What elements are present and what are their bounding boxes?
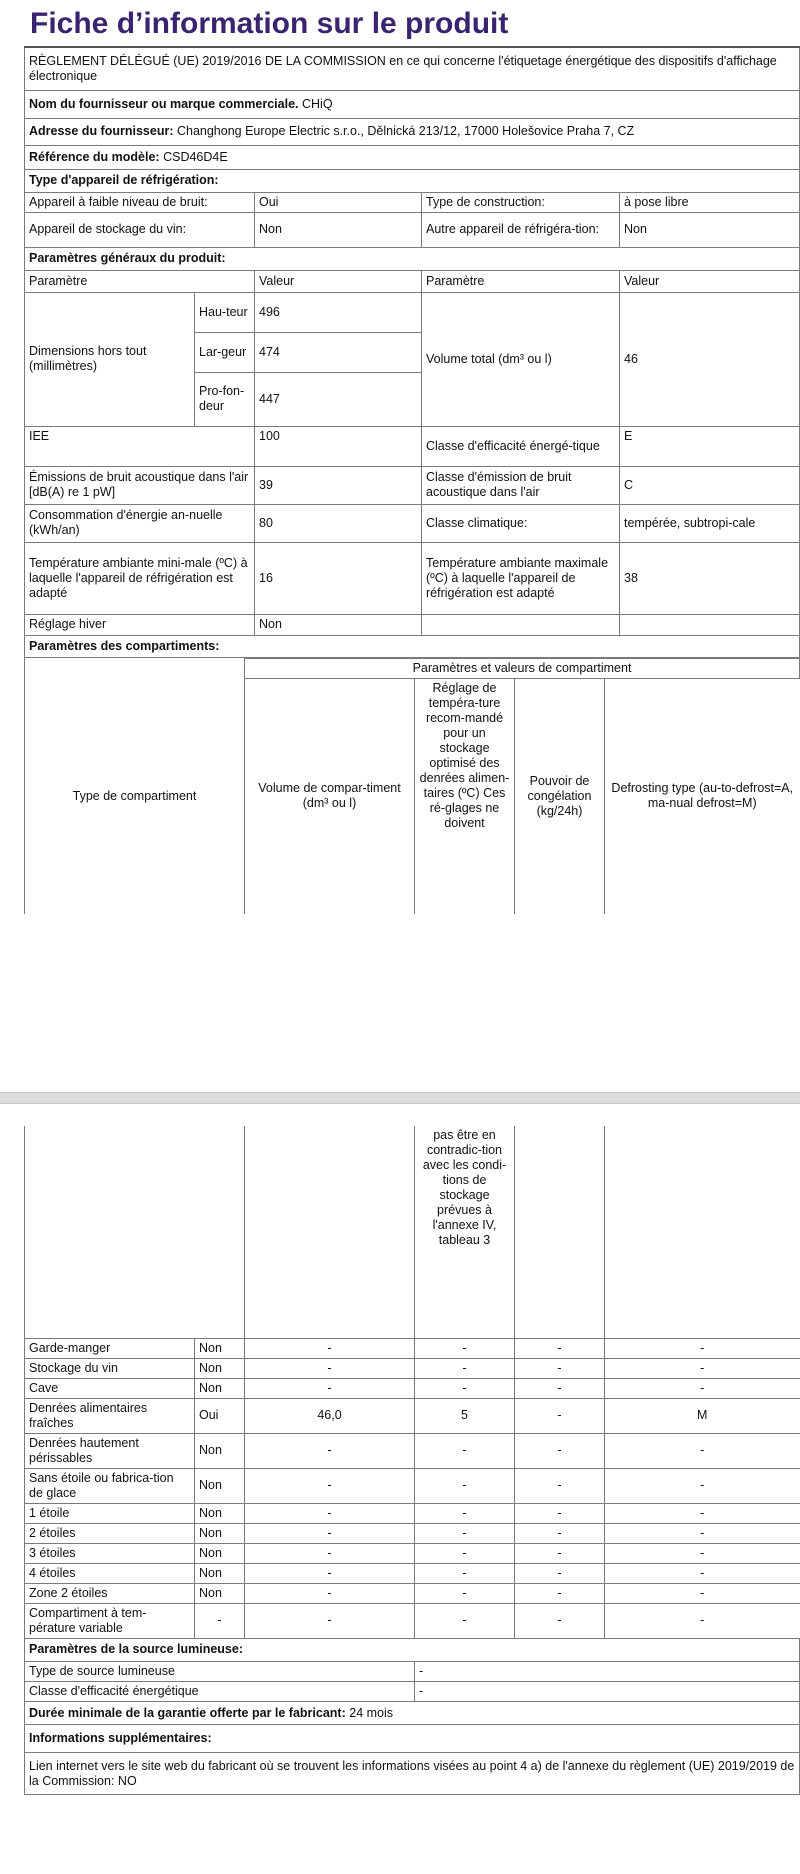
- compartment-defrost: -: [605, 1503, 800, 1523]
- compartment-defrost: M: [605, 1398, 800, 1433]
- compartment-present: -: [195, 1603, 245, 1638]
- header-param-2: Paramètre: [422, 270, 620, 292]
- compartment-name: Cave: [25, 1378, 195, 1398]
- compartment-temp: -: [415, 1433, 515, 1468]
- supplier-name-label: Nom du fournisseur ou marque commerciale.: [29, 96, 299, 111]
- compartment-name: Sans étoile ou fabrica-tion de glace: [25, 1468, 195, 1503]
- compartment-present: Non: [195, 1543, 245, 1563]
- param-label-2: Classe d'efficacité énergé-tique: [422, 426, 620, 466]
- height-value: 496: [255, 292, 422, 332]
- compartment-freeze: -: [515, 1358, 605, 1378]
- param-label: Consommation d'énergie an-nuelle (kWh/an): [25, 504, 255, 542]
- compartment-volume: -: [245, 1468, 415, 1503]
- compartment-row: [25, 1563, 800, 1583]
- compartment-temp: -: [415, 1358, 515, 1378]
- width-label: Lar-geur: [195, 332, 255, 372]
- extra-info-value: NO: [117, 1773, 137, 1788]
- param-label-2: Température ambiante maximale (ºC) à laquelle l'appareil de réfrigération est adapté: [422, 542, 620, 614]
- supplier-address-label: Adresse du fournisseur:: [29, 124, 174, 138]
- compartment-name: Denrées alimentaires fraîches: [25, 1398, 195, 1433]
- compartment-freeze: -: [515, 1583, 605, 1603]
- supplier-address-row: [25, 118, 800, 145]
- param-label: IEE: [25, 426, 255, 466]
- param-value: 16: [255, 542, 422, 614]
- general-header-row: [25, 270, 800, 292]
- general-row: [25, 466, 800, 504]
- compartment-defrost: -: [605, 1378, 800, 1398]
- other-appliance-label: Autre appareil de réfrigéra-tion:: [422, 212, 620, 247]
- param-label-2: [422, 614, 620, 635]
- compartment-present: Non: [195, 1503, 245, 1523]
- compartment-header-table: [24, 658, 800, 915]
- general-row: [25, 614, 800, 635]
- extra-info-title: Informations supplémentaires:: [25, 1725, 800, 1753]
- compartment-temp: 5: [415, 1398, 515, 1433]
- model-ref-label: Référence du modèle:: [29, 149, 160, 164]
- compartment-freeze: -: [515, 1603, 605, 1638]
- param-value: 100: [255, 426, 422, 466]
- model-ref-row: [25, 145, 800, 169]
- construction-label: Type de construction:: [422, 192, 620, 212]
- compartment-volume: -: [245, 1543, 415, 1563]
- compartment-temp: -: [415, 1503, 515, 1523]
- compartment-row: [25, 1543, 800, 1563]
- light-type-label: Type de source lumineuse: [25, 1662, 415, 1682]
- supplier-address: Changhong Europe Electric s.r.o., Dělnická 213/12, 17000 Holešovice Praha 7, CZ: [176, 124, 635, 138]
- compartment-temp: -: [415, 1468, 515, 1503]
- supplier-name-row: [25, 90, 800, 118]
- compartment-temp: -: [415, 1338, 515, 1358]
- general-row: [25, 426, 800, 466]
- compartment-row: [25, 1338, 800, 1358]
- compartments-title: Paramètres des compartiments:: [25, 635, 800, 657]
- compartment-name: Zone 2 étoiles: [25, 1583, 195, 1603]
- compartment-name: 1 étoile: [25, 1503, 195, 1523]
- compartment-name: Garde-manger: [25, 1338, 195, 1358]
- compartment-defrost: -: [605, 1358, 800, 1378]
- width-value: 474: [255, 332, 422, 372]
- compartment-temp: -: [415, 1583, 515, 1603]
- compartment-freeze: -: [515, 1503, 605, 1523]
- param-value: 39: [255, 466, 422, 504]
- compartment-defrost: -: [605, 1433, 800, 1468]
- compartment-name: Stockage du vin: [25, 1358, 195, 1378]
- height-label: Hau-teur: [195, 292, 255, 332]
- param-value-2: 38: [620, 542, 800, 614]
- compartment-row: [25, 1503, 800, 1523]
- footer-info-table: [24, 1639, 800, 1796]
- wine-storage-label: Appareil de stockage du vin:: [25, 212, 255, 247]
- compartment-volume: 46,0: [245, 1398, 415, 1433]
- compartment-name: 2 étoiles: [25, 1523, 195, 1543]
- compartment-row: [25, 1433, 800, 1468]
- warranty-label: Durée minimale de la garantie offerte par le fabricant:: [29, 1705, 346, 1720]
- param-label: Réglage hiver: [25, 614, 255, 635]
- depth-label: Pro-fon-deur: [195, 372, 255, 426]
- compartment-freeze: -: [515, 1543, 605, 1563]
- volume-value: 46: [620, 292, 800, 426]
- model-ref: CSD46D4E: [163, 149, 228, 164]
- compartment-defrost: -: [605, 1603, 800, 1638]
- compartment-freeze: -: [515, 1398, 605, 1433]
- general-row: [25, 542, 800, 614]
- compartment-volume: -: [245, 1433, 415, 1468]
- compartment-type-header: Type de compartiment: [25, 678, 245, 914]
- low-noise-value: Oui: [255, 192, 422, 212]
- compartment-temp: -: [415, 1603, 515, 1638]
- compartment-table: [24, 1126, 800, 1639]
- compartment-defrost: -: [605, 1523, 800, 1543]
- compartment-freeze: -: [515, 1523, 605, 1543]
- light-class-label: Classe d'efficacité énergétique: [25, 1682, 415, 1702]
- page-2: [0, 1126, 800, 1874]
- compartment-row: [25, 1583, 800, 1603]
- compartment-row: [25, 1358, 800, 1378]
- compartment-name: 4 étoiles: [25, 1563, 195, 1583]
- compartment-name: Denrées hautement périssables: [25, 1433, 195, 1468]
- compartment-defrost: -: [605, 1583, 800, 1603]
- compartment-temp-header: Réglage de tempéra-ture recom-mandé pour un stockage optimisé des denrées alimen-taires (ºC) Ces ré-glages ne doivent: [415, 678, 515, 914]
- compartment-temp-header-cont: pas être en contradic-tion avec les condi-tions de stockage prévues à l'annexe IV, tableau 3: [415, 1126, 515, 1338]
- compartment-defrost-header: Defrosting type (au-to-defrost=A, ma-nual defrost=M): [605, 678, 800, 914]
- param-value-2: C: [620, 466, 800, 504]
- compartment-volume: -: [245, 1603, 415, 1638]
- compartment-present: Non: [195, 1563, 245, 1583]
- param-label-2: Classe d'émission de bruit acoustique dans l'air: [422, 466, 620, 504]
- appliance-type-row: [25, 212, 800, 247]
- construction-value: à pose libre: [620, 192, 800, 212]
- compartment-present: Non: [195, 1378, 245, 1398]
- compartment-temp: -: [415, 1378, 515, 1398]
- general-row: [25, 504, 800, 542]
- compartment-volume: -: [245, 1358, 415, 1378]
- compartment-freeze: -: [515, 1433, 605, 1468]
- compartment-freeze: -: [515, 1468, 605, 1503]
- product-info-table: [24, 46, 800, 658]
- compartment-row: [25, 1378, 800, 1398]
- param-value: 80: [255, 504, 422, 542]
- low-noise-label: Appareil à faible niveau de bruit:: [25, 192, 255, 212]
- compartment-row: [25, 1468, 800, 1503]
- general-params-title: Paramètres généraux du produit:: [25, 247, 800, 270]
- light-type-value: -: [415, 1662, 800, 1682]
- compartment-defrost: -: [605, 1543, 800, 1563]
- compartment-present: Non: [195, 1433, 245, 1468]
- header-value-2: Valeur: [620, 270, 800, 292]
- compartment-rows: [25, 1338, 800, 1638]
- compartment-row: [25, 1603, 800, 1638]
- param-label: Émissions de bruit acoustique dans l'air [dB(A) re 1 pW]: [25, 466, 255, 504]
- extra-info-row: [25, 1753, 800, 1795]
- compartment-present: Non: [195, 1583, 245, 1603]
- depth-value: 447: [255, 372, 422, 426]
- compartment-volume: -: [245, 1523, 415, 1543]
- compartment-freeze: -: [515, 1378, 605, 1398]
- compartment-defrost: -: [605, 1338, 800, 1358]
- regulation-text: RÈGLEMENT DÉLÉGUÉ (UE) 2019/2016 DE LA COMMISSION en ce qui concerne l'étiquetage énergétique des dispositifs d'affichage électronique: [25, 47, 800, 90]
- compartment-volume: -: [245, 1503, 415, 1523]
- compartment-present: Non: [195, 1523, 245, 1543]
- compartment-freeze-header: Pouvoir de congélation (kg/24h): [515, 678, 605, 914]
- light-class-value: -: [415, 1682, 800, 1702]
- compartment-defrost: -: [605, 1563, 800, 1583]
- header-value: Valeur: [255, 270, 422, 292]
- extra-info-text: Lien internet vers le site web du fabricant où se trouvent les informations visées au point 4 a) de l'annexe du règlement (UE) 2019/2019 de la Commission:: [29, 1758, 795, 1788]
- param-value-2: E: [620, 426, 800, 466]
- compartment-present: Non: [195, 1468, 245, 1503]
- compartment-present: Non: [195, 1338, 245, 1358]
- compartment-row: [25, 1523, 800, 1543]
- warranty-row: [25, 1702, 800, 1725]
- compartment-defrost: -: [605, 1468, 800, 1503]
- volume-label: Volume total (dm³ ou l): [422, 292, 620, 426]
- other-appliance-value: Non: [620, 212, 800, 247]
- page-title: Fiche d’information sur le produit: [30, 7, 509, 40]
- compartment-group-header: Paramètres et valeurs de compartiment: [245, 658, 800, 678]
- appliance-type-row: [25, 192, 800, 212]
- compartment-volume: -: [245, 1338, 415, 1358]
- compartment-volume: -: [245, 1563, 415, 1583]
- header-param: Paramètre: [25, 270, 255, 292]
- wine-storage-value: Non: [255, 212, 422, 247]
- compartment-name: 3 étoiles: [25, 1543, 195, 1563]
- page-separator: [0, 1012, 800, 1126]
- compartment-row: [25, 1398, 800, 1433]
- compartment-freeze: -: [515, 1338, 605, 1358]
- compartment-volume-header: Volume de compar-timent (dm³ ou l): [245, 678, 415, 914]
- param-value: Non: [255, 614, 422, 635]
- compartment-volume: -: [245, 1378, 415, 1398]
- appliance-type-title: Type d'appareil de réfrigération:: [25, 169, 800, 192]
- compartment-present: Non: [195, 1358, 245, 1378]
- param-label-2: Classe climatique:: [422, 504, 620, 542]
- param-value-2: [620, 614, 800, 635]
- param-label: Température ambiante mini-male (ºC) à laquelle l'appareil de réfrigération est adapté: [25, 542, 255, 614]
- supplier-name: CHiQ: [302, 96, 333, 111]
- light-title: Paramètres de la source lumineuse:: [25, 1639, 800, 1662]
- warranty-value: 24 mois: [349, 1705, 394, 1720]
- compartment-name: Compartiment à tem-pérature variable: [25, 1603, 195, 1638]
- param-value-2: tempérée, subtropi-cale: [620, 504, 800, 542]
- compartment-freeze: -: [515, 1563, 605, 1583]
- dimensions-label: Dimensions hors tout (millimètres): [25, 292, 195, 426]
- compartment-present: Oui: [195, 1398, 245, 1433]
- compartment-temp: -: [415, 1543, 515, 1563]
- compartment-temp: -: [415, 1523, 515, 1543]
- compartment-volume: -: [245, 1583, 415, 1603]
- compartment-temp: -: [415, 1563, 515, 1583]
